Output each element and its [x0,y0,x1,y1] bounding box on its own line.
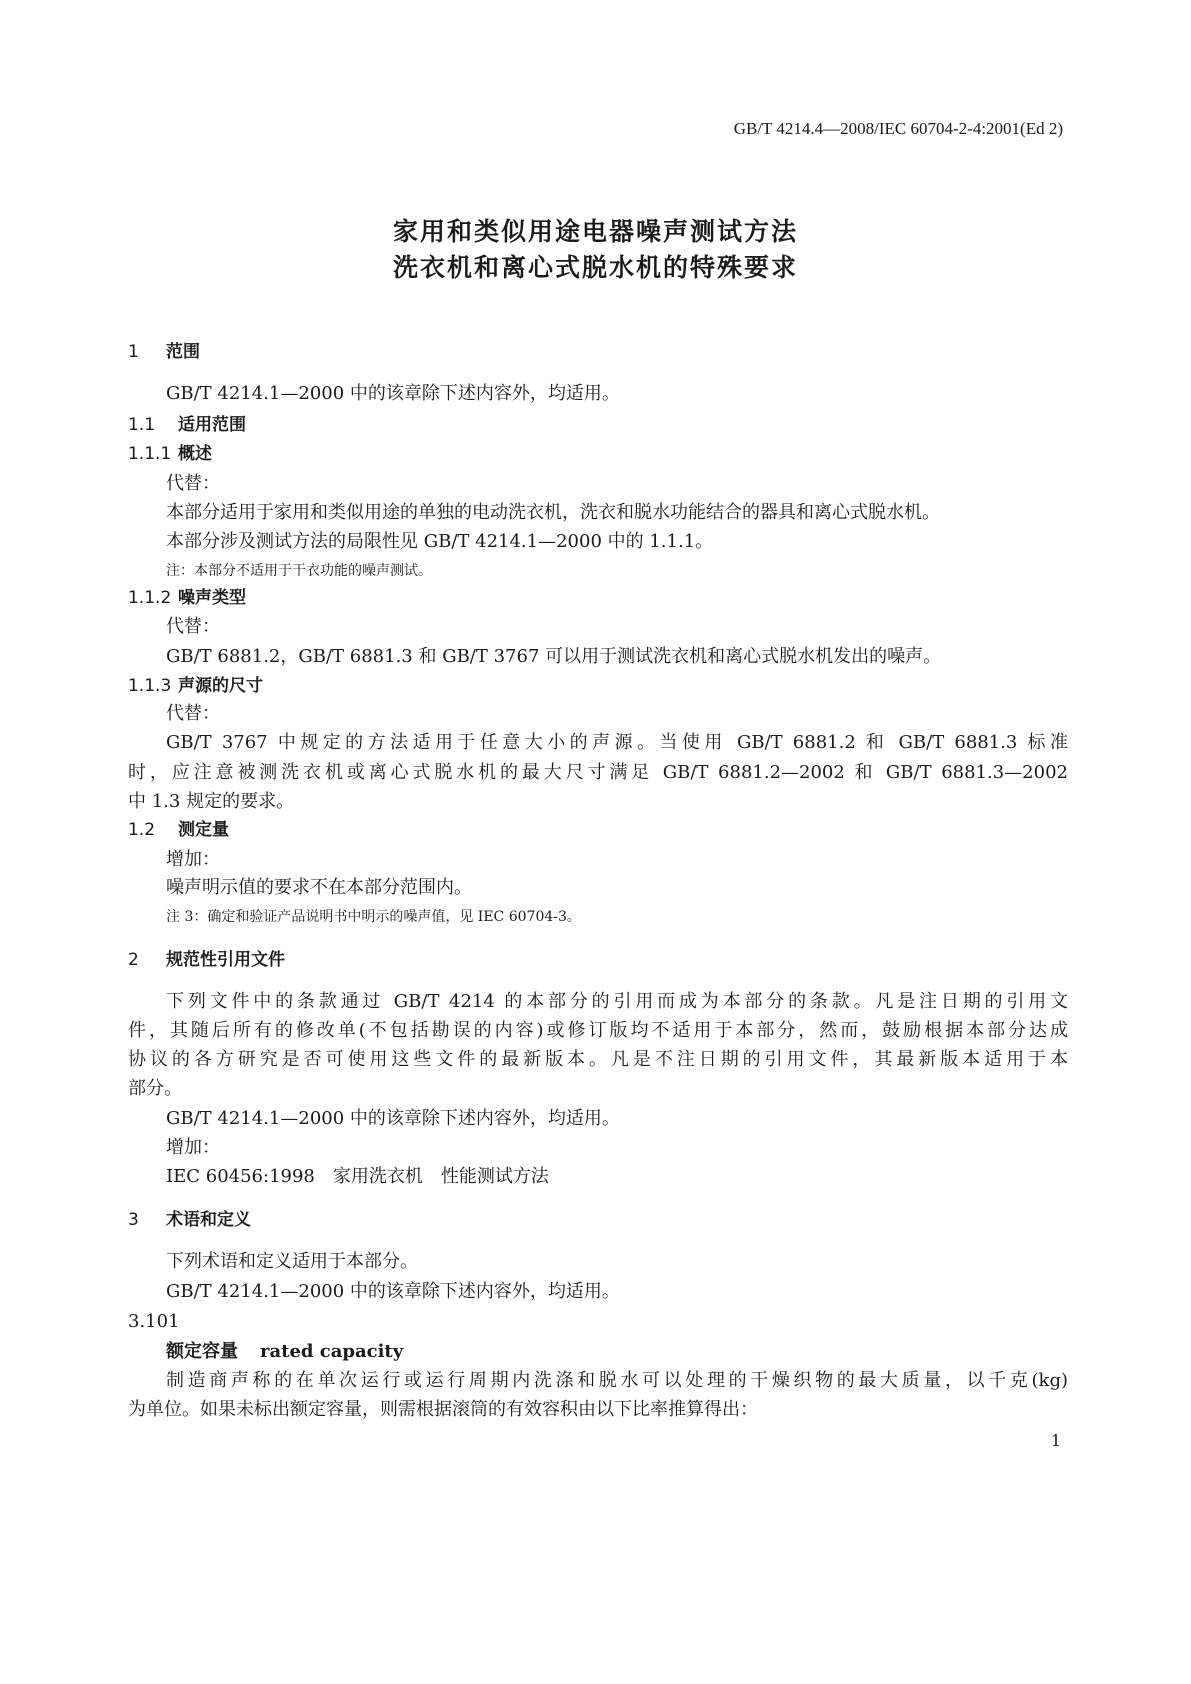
paragraph: GB/T 4214.1—2000 中的该章除下述内容外，均适用。 [166,1108,620,1129]
section-title: 规范性引用文件 [166,950,285,970]
section-number: 1.1.3 [128,676,172,696]
section-3-heading [128,1209,251,1231]
paragraph: 代替： [166,616,220,637]
section-number: 1.2 [128,820,156,840]
document-header: GB/T 4214.4—2008/IEC 60704-2-4:2001(Ed 2) [733,119,1063,138]
paragraph: 增加： [166,1137,220,1158]
reference-entry: IEC 60456:1998 家用洗衣机 性能测试方法 [166,1166,549,1187]
section-title: 适用范围 [178,415,246,435]
section-number: 1.1.2 [128,588,172,608]
paragraph: 代替： [166,473,220,494]
document-title-line-1: 家用和类似用途电器噪声测试方法 [392,217,798,246]
paragraph-line: 制造商声称的在单次运行或运行周期内洗涤和脱水可以处理的干燥织物的最大质量，以千克(kg) [166,1370,1068,1391]
section-number: 2 [128,950,139,970]
paragraph: 代替： [166,703,220,724]
section-title: 噪声类型 [178,588,246,608]
section-1-2-heading [128,819,229,841]
section-number: 1.1 [128,415,156,435]
section-title: 术语和定义 [166,1210,251,1230]
paragraph: GB/T 4214.1—2000 中的该章除下述内容外，均适用。 [166,383,620,404]
section-title: 声源的尺寸 [178,676,263,696]
section-2-heading [128,949,285,971]
section-title: 概述 [178,444,212,464]
section-number: 1.1.1 [128,444,172,464]
paragraph-line: 协议的各方研究是否可使用这些文件的最新版本。凡是不注日期的引用文件，其最新版本适用于本 [128,1049,1068,1070]
paragraph: 噪声明示值的要求不在本部分范围内。 [166,877,472,898]
term-heading [166,1341,403,1363]
paragraph: 本部分涉及测试方法的局限性见 GB/T 4214.1—2000 中的 1.1.1。 [166,531,714,552]
paragraph-line: GB/T 3767 中规定的方法适用于任意大小的声源。当使用 GB/T 6881.2 和 GB/T 6881.3 标准 [166,732,1068,753]
paragraph-line: 下列文件中的条款通过 GB/T 4214 的本部分的引用而成为本部分的条款。凡是注日期的引用文 [166,991,1068,1012]
section-1-1-2-heading [128,587,246,609]
note: 注：本部分不适用于干衣功能的噪声测试。 [166,563,432,579]
paragraph: 本部分适用于家用和类似用途的单独的电动洗衣机，洗衣和脱水功能结合的器具和离心式脱水机。 [166,502,940,523]
section-1-1-heading [128,414,246,436]
section-title: 范围 [166,342,200,362]
paragraph: GB/T 6881.2，GB/T 6881.3 和 GB/T 3767 可以用于测试洗衣机和离心式脱水机发出的噪声。 [166,646,942,667]
paragraph-line: 为单位。如果未标出额定容量，则需根据滚筒的有效容积由以下比率推算得出： [128,1399,758,1420]
term-english: rated capacity [260,1341,404,1362]
paragraph: GB/T 4214.1—2000 中的该章除下述内容外，均适用。 [166,1281,620,1302]
section-1-heading [128,341,200,363]
paragraph-line: 中 1.3 规定的要求。 [128,791,295,812]
paragraph-line: 时，应注意被测洗衣机或离心式脱水机的最大尺寸满足 GB/T 6881.2—2002 和 GB/T 6881.3—2002 [128,762,1068,783]
paragraph-line: 件，其随后所有的修改单(不包括勘误的内容)或修订版均不适用于本部分，然而，鼓励根据本部分达成 [128,1020,1068,1041]
document-title-line-2: 洗衣机和离心式脱水机的特殊要求 [392,253,798,282]
section-number: 1 [128,342,139,362]
term-chinese: 额定容量 [166,1341,238,1362]
paragraph: 增加： [166,849,220,870]
section-1-1-3-heading [128,675,263,697]
paragraph: 下列术语和定义适用于本部分。 [166,1251,418,1272]
section-number: 3 [128,1210,139,1230]
paragraph-line: 部分。 [128,1078,182,1099]
note: 注 3：确定和验证产品说明书中明示的噪声值，见 IEC 60704-3。 [166,909,581,925]
section-1-1-1-heading [128,443,212,465]
section-title: 测定量 [178,820,229,840]
page-number: 1 [1050,1431,1061,1450]
term-number: 3.101 [128,1311,180,1332]
